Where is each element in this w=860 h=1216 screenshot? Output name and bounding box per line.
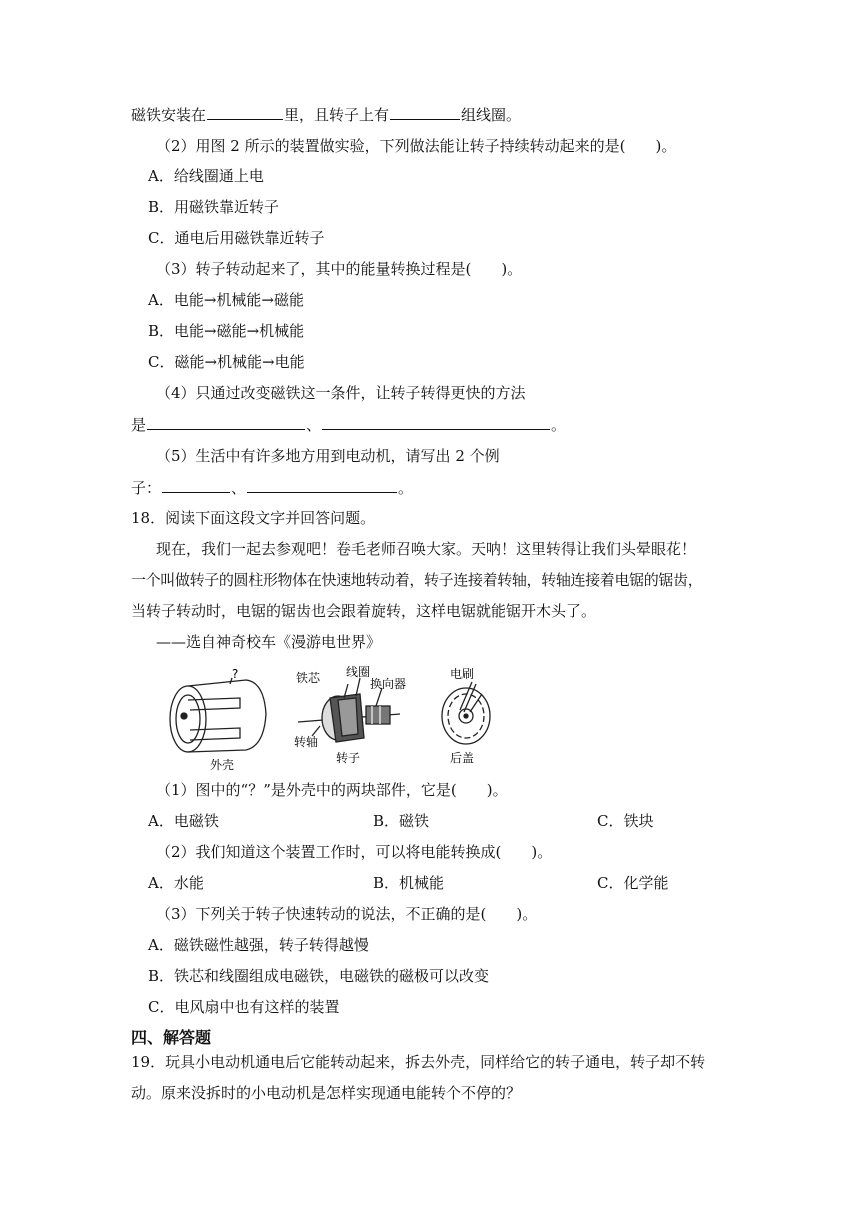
answer-blank[interactable] [147, 414, 305, 430]
back-cover-drawing [442, 682, 490, 744]
option: A．给线圈通上电 [148, 167, 264, 185]
option: B．磁铁 [373, 812, 430, 830]
q17-sub5-answer: 子： 、 。 [131, 479, 414, 497]
coil-label: 线圈 [346, 665, 371, 679]
q17-sub2: （2）用图 2 所示的装置做实验，下列做法能让转子持续转动起来的是( )。 [156, 137, 677, 155]
q17-sub4-answer: 是 、 。 [131, 416, 567, 434]
answer-blank[interactable] [390, 104, 460, 120]
q18-sub1: （1）图中的“？”是外壳中的两块部件，它是( )。 [156, 781, 508, 799]
option: C．铁块 [597, 812, 654, 830]
q19-line1: 19．玩具小电动机通电后它能转动起来，拆去外壳，同样给它的转子通电，转子却不转 [131, 1053, 706, 1071]
option: C．电风扇中也有这样的装置 [148, 998, 340, 1016]
shell-question-mark: ? [232, 667, 239, 681]
q18-para1: 现在，我们一起去参观吧！卷毛老师召唤大家。天呐！这里转得让我们头晕眼花！ [156, 540, 697, 558]
option: A．水能 [148, 874, 204, 892]
shell-drawing [170, 678, 266, 752]
option: B．铁芯和线圈组成电磁铁，电磁铁的磁极可以改变 [148, 967, 490, 985]
option: C．通电后用磁铁靠近转子 [148, 229, 325, 247]
q18-title: 18．阅读下面这段文字并回答问题。 [131, 509, 376, 527]
option: A．电磁铁 [148, 812, 219, 830]
rotor-label: 转子 [336, 751, 361, 765]
q17-sub5: （5）生活中有许多地方用到电动机，请写出 2 个例 [156, 447, 500, 465]
back-cover-label: 后盖 [450, 751, 475, 765]
brush-label: 电刷 [450, 667, 475, 681]
q18-para3: 当转子转动时，电锯的锯齿也会跟着旋转，这样电锯就能锯开木头了。 [131, 602, 597, 620]
option: C．磁能→机械能→电能 [148, 353, 305, 371]
q17-sub4: （4）只通过改变磁铁这一条件，让转子转得更快的方法 [156, 384, 526, 402]
core-label: 铁芯 [296, 671, 321, 685]
option: A．电能→机械能→磁能 [148, 291, 304, 309]
answer-blank[interactable] [322, 414, 550, 430]
shaft-label: 转轴 [294, 735, 319, 749]
shell-label: 外壳 [210, 758, 235, 772]
q18-source: ——选自神奇校车《漫游电世界》 [156, 633, 382, 651]
q17-sub3: （3）转子转动起来了，其中的能量转换过程是( )。 [156, 260, 523, 278]
motor-parts-figure [160, 664, 500, 772]
option: C．化学能 [597, 874, 669, 892]
answer-blank[interactable] [162, 477, 230, 493]
section-heading: 四、解答题 [131, 1028, 212, 1047]
option: B．电能→磁能→机械能 [148, 322, 305, 340]
option: B．机械能 [373, 874, 445, 892]
commutator-label: 换向器 [370, 677, 407, 691]
option: B．用磁铁靠近转子 [148, 198, 280, 216]
answer-blank[interactable] [247, 477, 397, 493]
q19-line2: 动。原来没拆时的小电动机是怎样实现通电能转个不停的？ [131, 1084, 522, 1102]
option: A．磁铁磁性越强，转子转得越慢 [148, 936, 369, 954]
q18-para2: 一个叫做转子的圆柱形物体在快速地转动着，转子连接着转轴，转轴连接着电锯的锯齿， [131, 571, 703, 589]
q18-sub3: （3）下列关于转子快速转动的说法，不正确的是( )。 [156, 905, 538, 923]
q17-line1: 磁铁安装在 里，且转子上有 组线圈。 [131, 106, 522, 124]
q18-sub2: （2）我们知道这个装置工作时，可以将电能转换成( )。 [156, 843, 553, 861]
answer-blank[interactable] [207, 104, 283, 120]
